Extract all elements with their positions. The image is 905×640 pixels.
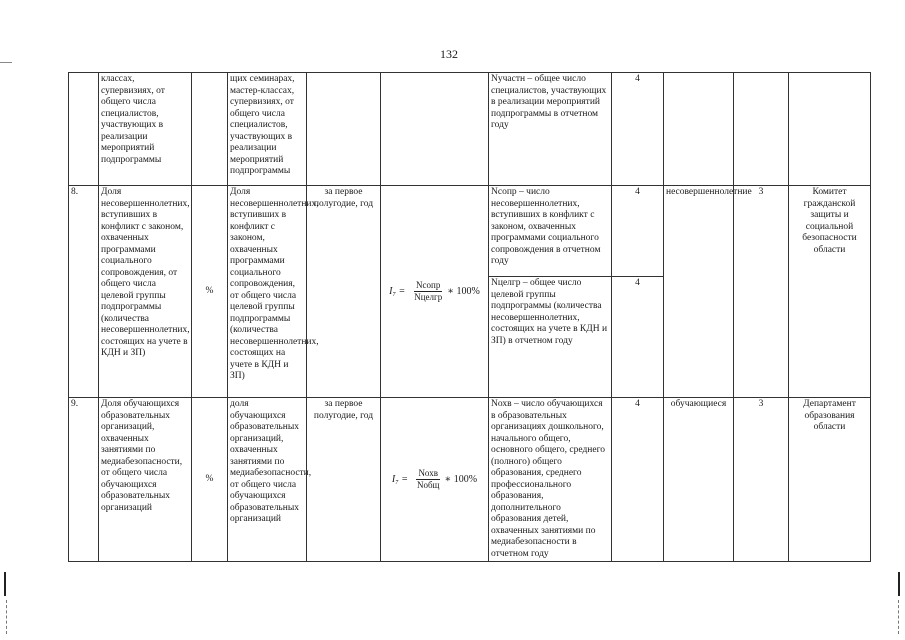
responsible-body: Комитет гражданской защиты и социальной безопасности области [789,186,871,398]
formula-denominator: Nобщ [416,480,440,490]
formula-numerator: Nохв [416,468,440,481]
formula-lhs: I₇ = [389,285,406,297]
formula-lhs: I₇ = [391,473,408,485]
edge-mark-right [898,572,900,596]
formula-rhs: ∗ 100% [444,473,478,485]
method-code: 3 [734,398,789,562]
formula-cell [381,73,489,186]
formula [383,468,486,492]
source-code: 4 [612,186,664,277]
method-code: 3 [734,186,789,398]
indicator-definition: Доля несовершеннолетних, вступивших в конфликт с законом, охваченных программами социального сопровождения, от общего числа целевой группы подпрограммы (количества несовершеннолетних, состоящих на учете в КДН и ЗП) [228,186,307,398]
source-code: 4 [612,398,664,562]
period: за первое полугодие, год [307,398,381,562]
formula-fraction [415,468,442,492]
source-code: 4 [612,277,664,398]
indicator-name: Доля обучающихся образовательных организаций, охваченных занятиями по медиабезопасности, от общего числа обучающихся образовательных организаций [99,398,192,562]
indicator-definition: доля обучающихся образовательных организаций, охваченных занятиями по медиабезопасности, от общего числа обучающихся образовательных организаций [228,398,307,562]
edge-mark-left [4,572,6,596]
variable-description: Nохв – число обучающихся в образовательных организациях дошкольного, начального общего, основного общего, среднего (полного) общего образования, среднего профессионального образования, дополнительного образования детей, охваченных занятиями по медиабезопасности в отчетном году [489,398,612,562]
row-number: 9. [69,398,99,562]
unit: % [192,398,228,562]
indicator-definition: щих семинарах, мастер-классах, супервизиях, от общего числа специалистов, участвующих в реализации мероприятий подпрограммы [228,73,307,186]
row-number [69,73,99,186]
formula-cell [381,398,489,562]
unit: % [192,186,228,398]
period [307,73,381,186]
formula-numerator: Nсопр [414,280,442,293]
indicators-table [68,72,871,562]
responsible-body [789,73,871,186]
basic-indicator: обучающиеся [664,398,734,562]
indicator-name: Доля несовершеннолетних, вступивших в конфликт с законом, охваченных программами социального сопровождения, от общего числа целевой группы подпрограммы (количества несовершеннолетних, состоящих на учете в КДН и ЗП) [99,186,192,398]
period: за первое полугодие, год [307,186,381,398]
method-code [734,73,789,186]
row-number: 8. [69,186,99,398]
source-code: 4 [612,73,664,186]
basic-indicator: несовершеннолетние [664,186,734,398]
formula-rhs: ∗ 100% [447,285,480,297]
formula-cell [381,186,489,398]
variable-description: Nучастн – общее число специалистов, участвующих в реализации мероприятий подпрограммы в отчетном году [489,73,612,186]
table-row [69,398,871,562]
margin-tick [0,62,12,63]
edge-dots-left [6,600,8,634]
table-row [69,186,871,277]
formula-fraction [412,280,444,304]
unit [192,73,228,186]
page-number: 132 [440,47,458,61]
table-row [69,73,871,186]
formula-denominator: Nцелгр [414,292,443,302]
indicator-name: классах, супервизиях, от общего числа специалистов, участвующих в реализации мероприятий подпрограммы [99,73,192,186]
variable-description: Nсопр – число несовершеннолетних, вступивших в конфликт с законом, охваченных программами социального сопровождения в отчетном году [489,186,612,277]
responsible-body: Департамент образования области [789,398,871,562]
formula [383,280,486,304]
edge-dots-right [898,600,900,634]
variable-description: Nцелгр – общее число целевой группы подпрограммы (количества несовершеннолетних, состоящих на учете в КДН и ЗП) в отчетном году [489,277,612,398]
basic-indicator [664,73,734,186]
